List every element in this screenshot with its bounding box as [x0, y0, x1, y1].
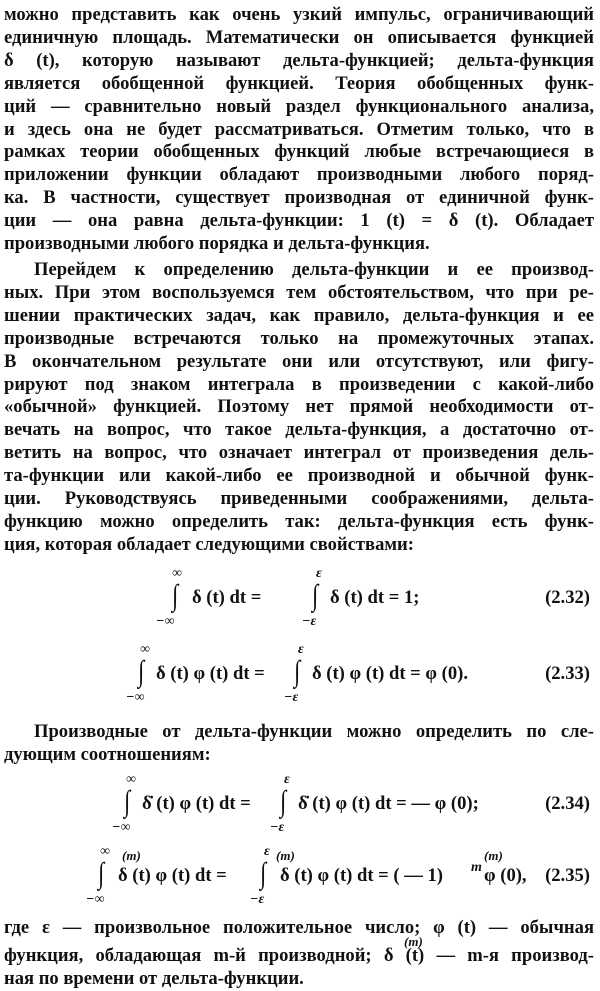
derivative-order-mark: (m) [276, 847, 295, 863]
text-line: δ (t), которую называют дельта-функцией; дельта-функция [4, 49, 594, 71]
text-line: и здесь она не будет рассматриваться. Отметим только, что в [4, 118, 594, 140]
equation-term: δ (t) dt = [192, 586, 262, 608]
equation-term: φ (0), [484, 864, 527, 886]
text-line: рамках теории обобщенных функций любые встречающиеся в [4, 141, 594, 163]
equation-2-33 [4, 643, 594, 707]
text-line: ная по времени от дельта-функции. [4, 968, 304, 990]
text-line: приложении функции обладают производными любого поряд- [4, 164, 594, 186]
upper-limit: ∞ [126, 771, 136, 787]
text-line: ция, которая обладает следующими свойствами: [4, 533, 414, 555]
text-line: ветить на вопрос, что означает интеграл от произведения дель- [4, 442, 594, 464]
equation-term: δ̇ (t) φ (t) dt = [142, 792, 251, 814]
lower-limit: −∞ [86, 891, 105, 907]
upper-limit: ∞ [172, 565, 182, 581]
text-line: ка. В частности, существует производная от единичной функ- [4, 187, 594, 209]
equation-2-32 [4, 567, 594, 631]
text-line: «обычной» функцией. Поэтому нет прямой необходимости от- [4, 396, 594, 418]
paragraph-3 [4, 721, 594, 767]
equation-number: (2.35) [545, 864, 590, 886]
text-line: ции. Руководствуясь приведенными соображениями, дельта- [4, 488, 594, 510]
integral-sign-icon: ∫ [294, 654, 301, 688]
equation-2-34 [4, 773, 594, 837]
equation-2-35 [4, 845, 594, 909]
text-line: Производные от дельта-функции можно определить по сле- [34, 720, 594, 742]
equation-term: δ (t) dt = 1; [330, 586, 420, 608]
text-line: производные встречаются только на промежуточных этапах. [4, 327, 594, 349]
text-line: функцию можно определить так: дельта-функция есть функ- [4, 510, 594, 532]
text-line: вечать на вопрос, что такое дельта-функция, а достаточно от- [4, 419, 594, 441]
derivative-order-mark: (m) [122, 847, 141, 863]
text-line: дующим соотношениям: [4, 743, 211, 765]
text-line: В окончательном результате они или отсутствуют, или фигу- [4, 350, 594, 372]
derivative-order-mark: (m) [404, 934, 423, 950]
lower-limit: −ε [284, 689, 299, 705]
lower-limit: −∞ [156, 613, 175, 629]
lower-limit: −ε [270, 819, 285, 835]
upper-limit: ∞ [140, 641, 150, 657]
integral-sign-icon: ∫ [312, 578, 319, 612]
text-line: ных. При этом воспользуемся тем обстоятельством, что при ре- [4, 281, 594, 303]
lower-limit: −∞ [126, 689, 145, 705]
integral-sign-icon: ∫ [98, 856, 105, 890]
equation-term: δ (t) φ (t) dt = ( — 1) [280, 864, 443, 886]
text-line: можно представить как очень узкий импульс, ограничивающий [4, 4, 594, 25]
derivative-order-mark: (m) [484, 847, 503, 863]
lower-limit: −∞ [112, 819, 131, 835]
integral-sign-icon: ∫ [280, 784, 287, 818]
text-line: производными любого порядка и дельта-функция. [4, 233, 430, 255]
text-line: рируют под знаком интеграла в произведении с какой-либо [4, 373, 594, 395]
text-line: Перейдем к определению дельта-функции и ее производ- [34, 258, 594, 280]
lower-limit: −ε [250, 891, 265, 907]
equation-term: δ̇ (t) φ (t) dt = — φ (0); [298, 792, 479, 814]
equation-term: δ (t) φ (t) dt = [156, 662, 265, 684]
integral-sign-icon: ∫ [124, 784, 131, 818]
equation-term: δ (t) φ (t) dt = φ (0). [312, 662, 469, 684]
paragraph-1 [4, 4, 594, 256]
text-line: ции — она равна дельта-функции: 1 (t) = δ (t). Обладает [4, 210, 594, 232]
text-line: шении практических задач, как правило, дельта-функция и ее [4, 304, 594, 326]
integral-sign-icon: ∫ [172, 578, 179, 612]
equation-number: (2.33) [545, 662, 590, 684]
text-line: ций — сравнительно новый раздел функционального анализа, [4, 95, 594, 117]
upper-limit: ε [284, 771, 290, 787]
upper-limit: ε [298, 641, 304, 657]
text-line: та-функции или какой-либо ее производной и обычной функ- [4, 465, 594, 487]
upper-limit: ∞ [100, 843, 110, 859]
integral-sign-icon: ∫ [260, 856, 267, 890]
integral-sign-icon: ∫ [138, 654, 145, 688]
text-line: где ε — произвольное положительное число; φ (t) — обычная [4, 916, 594, 938]
paragraph-4 [4, 917, 594, 991]
lower-limit: −ε [302, 613, 317, 629]
equation-number: (2.34) [545, 792, 590, 814]
equation-term: δ (t) φ (t) dt = [118, 864, 227, 886]
upper-limit: ε [316, 565, 322, 581]
equation-number: (2.32) [545, 586, 590, 608]
text-line: функция, обладающая m-й производной; δ (t) — m-я производ- [4, 945, 594, 967]
text-line: является обобщенной функцией. Теория обобщенных функ- [4, 72, 594, 94]
paragraph-2 [4, 259, 594, 557]
exponent: m [471, 859, 482, 875]
text-line: единичную площадь. Математически он описывается функцией [4, 26, 594, 48]
upper-limit: ε [264, 843, 270, 859]
